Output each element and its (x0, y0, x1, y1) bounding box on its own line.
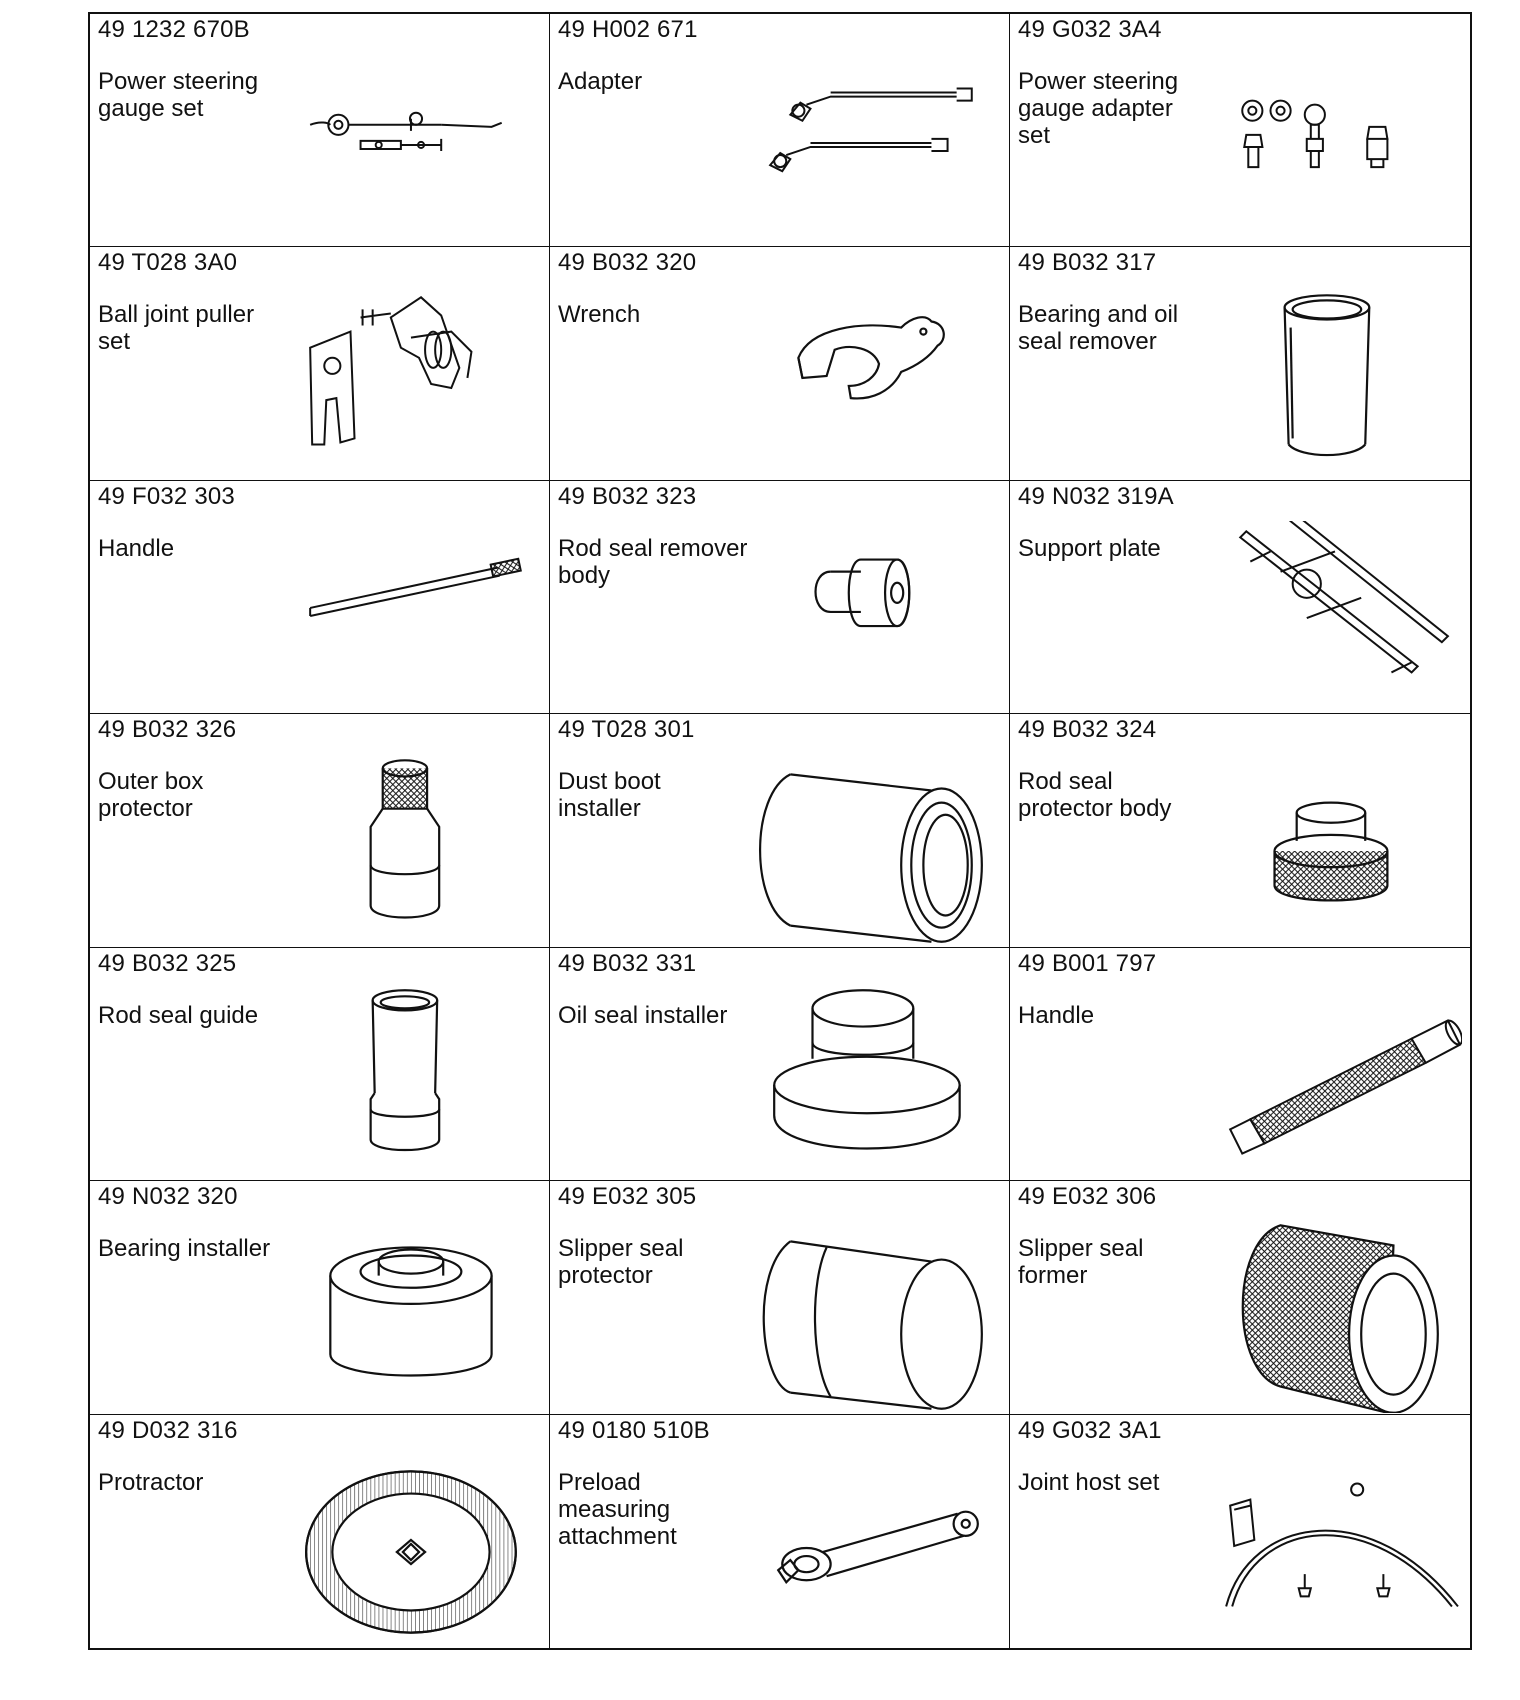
knurled-protector-icon (290, 754, 542, 946)
tool-cell (90, 1181, 550, 1414)
seal-installer-icon (750, 988, 1002, 1180)
part-number: 49 B032 323 (558, 482, 697, 510)
part-number: 49 B032 317 (1018, 249, 1157, 277)
part-number: 49 E032 305 (558, 1183, 697, 1211)
part-number: 49 G032 3A1 (1018, 1416, 1162, 1444)
tool-cell (90, 481, 550, 714)
rod-handle-icon (290, 521, 542, 713)
part-number: 49 B032 325 (98, 949, 237, 977)
part-number: 49 T028 3A0 (98, 249, 238, 277)
tool-cell (1010, 1181, 1470, 1414)
slipper-protector-icon (750, 1221, 1002, 1413)
part-number: 49 T028 301 (558, 716, 695, 744)
tool-name: Outer box protector (98, 768, 204, 823)
tool-cell (1010, 714, 1470, 947)
tool-cell (90, 714, 550, 947)
boot-installer-icon (750, 754, 1002, 946)
part-number: 49 1232 670B (98, 16, 250, 43)
tool-name: Rod seal guide (98, 1001, 259, 1029)
tool-name: Bearing installer (98, 1235, 271, 1263)
tool-name: Handle (1018, 1001, 1095, 1029)
tool-name: Ball joint puller set (98, 301, 255, 356)
tool-cell (90, 1415, 550, 1648)
part-number: 49 B032 320 (558, 249, 697, 277)
tool-name: Handle (98, 534, 175, 562)
part-number: 49 H002 671 (558, 16, 698, 43)
part-number: 49 F032 303 (98, 482, 235, 510)
slipper-former-icon (1210, 1221, 1462, 1413)
tool-name: Rod seal protector body (1018, 768, 1172, 823)
special-tools-table (88, 12, 1472, 1650)
tool-cell (1010, 948, 1470, 1181)
knurled-base-body-icon (1210, 754, 1462, 946)
wrench-icon (750, 287, 1002, 479)
joint-hose-set-icon (1210, 1455, 1462, 1647)
part-number: 49 E032 306 (1018, 1183, 1157, 1211)
tool-name: Oil seal installer (558, 1001, 728, 1029)
tool-cell (550, 1181, 1010, 1414)
tool-name: Power steering gauge set (98, 68, 259, 122)
tool-name: Rod seal remover body (558, 534, 748, 589)
tool-cell (1010, 247, 1470, 480)
tool-cell (1010, 481, 1470, 714)
part-number: 49 N032 319A (1018, 482, 1174, 510)
adapter-fittings-icon (1210, 54, 1462, 246)
tool-name: Support plate (1018, 534, 1161, 562)
seal-guide-icon (290, 988, 542, 1180)
tool-cell (90, 14, 550, 247)
tool-name: Preload measuring attachment (558, 1468, 677, 1550)
part-number: 49 G032 3A4 (1018, 16, 1162, 43)
tool-cell (550, 247, 1010, 480)
protractor-icon (290, 1455, 542, 1647)
seal-remover-body-icon (750, 521, 1002, 713)
tool-cell (90, 948, 550, 1181)
tool-cell (90, 247, 550, 480)
support-plate-icon (1210, 521, 1462, 713)
part-number: 49 B001 797 (1018, 949, 1157, 977)
gauge-set-icon (290, 54, 542, 246)
tool-cell (1010, 14, 1470, 247)
tool-cell (550, 481, 1010, 714)
ball-joint-puller-icon (290, 287, 542, 479)
tool-cell (550, 948, 1010, 1181)
bearing-installer-icon (290, 1221, 542, 1413)
part-number: 49 B032 326 (98, 716, 237, 744)
part-number: 49 B032 331 (558, 949, 697, 977)
part-number: 49 N032 320 (98, 1183, 238, 1211)
tool-name: Joint host set (1018, 1468, 1160, 1496)
part-number: 49 D032 316 (98, 1416, 238, 1444)
tool-cell (1010, 1415, 1470, 1648)
adapter-hoses-icon (750, 54, 1002, 246)
cylinder-remover-icon (1210, 287, 1462, 479)
tool-name: Slipper seal protector (558, 1235, 684, 1290)
tool-name: Dust boot installer (558, 768, 661, 823)
tool-name: Wrench (558, 301, 641, 329)
tool-cell (550, 714, 1010, 947)
tool-name: Protractor (98, 1468, 204, 1496)
tool-name: Slipper seal former (1018, 1235, 1144, 1290)
knurled-handle-icon (1210, 988, 1462, 1180)
tool-name: Adapter (558, 68, 643, 95)
part-number: 49 B032 324 (1018, 716, 1157, 744)
tool-name: Bearing and oil seal remover (1018, 301, 1179, 356)
tool-cell (550, 14, 1010, 247)
tool-cell (550, 1415, 1010, 1648)
part-number: 49 0180 510B (558, 1416, 710, 1444)
tool-name: Power steering gauge adapter set (1018, 68, 1179, 149)
preload-attachment-icon (750, 1455, 1002, 1647)
